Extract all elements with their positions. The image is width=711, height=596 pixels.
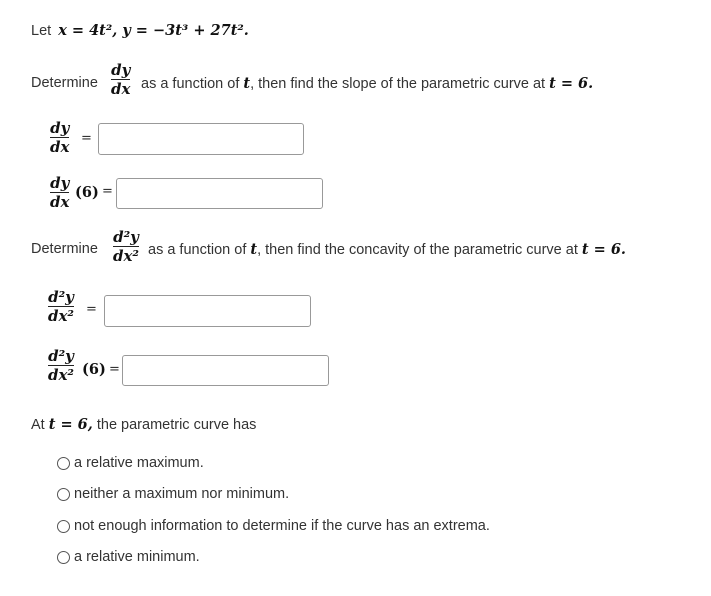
option-label-4[interactable]: a relative minimum.: [74, 549, 200, 565]
let-label: Let: [31, 23, 52, 39]
radio-option-3[interactable]: [57, 520, 70, 533]
dydx-at6-input[interactable]: [116, 178, 323, 209]
determine-label-1: Determine: [31, 75, 98, 91]
dydx-fraction-label: dy dx: [50, 119, 70, 156]
dx-denominator: dx: [111, 80, 131, 98]
equals-sign: =: [86, 302, 97, 317]
equals-sign: =: [81, 131, 92, 146]
radio-option-2[interactable]: [57, 488, 70, 501]
d2ydx2-fraction-heading: d²y dx²: [113, 228, 140, 265]
radio-option-4[interactable]: [57, 551, 70, 564]
d2ydx2-fraction-label: d²y dx²: [48, 288, 75, 325]
dy-numerator: dy: [111, 61, 131, 79]
at-six-label: (6): [75, 184, 99, 201]
part1-instruction: as a function of t, then find the slope of the parametric curve at t = 6.: [141, 75, 594, 92]
option-label-3[interactable]: not enough information to determine if the curve has an extrema.: [74, 518, 490, 534]
d2ydx2-at6-fraction-label: d²y dx²: [48, 347, 75, 384]
equals-sign: =: [109, 362, 120, 377]
determine-label-2: Determine: [31, 241, 98, 257]
d2ydx2-input[interactable]: [104, 295, 311, 327]
at-six-label: (6): [82, 361, 106, 378]
option-label-2[interactable]: neither a maximum nor minimum.: [74, 486, 290, 502]
problem-statement: [31, 22, 249, 39]
option-label-1[interactable]: a relative maximum.: [74, 455, 204, 471]
conclusion-text: At t = 6, the parametric curve has: [31, 416, 257, 433]
part2-instruction: as a function of t, then find the concavity of the parametric curve at t = 6.: [148, 241, 626, 258]
dydx-input[interactable]: [98, 123, 304, 155]
equals-sign: =: [102, 184, 113, 199]
dydx-fraction-heading: [111, 61, 130, 98]
d2ydx2-at6-input[interactable]: [122, 355, 329, 386]
dydx-at6-fraction-label: dy dx: [50, 174, 70, 211]
equation-definition: x = 4t², y = −3t³ + 27t².: [58, 22, 249, 39]
radio-option-1[interactable]: [57, 457, 70, 470]
